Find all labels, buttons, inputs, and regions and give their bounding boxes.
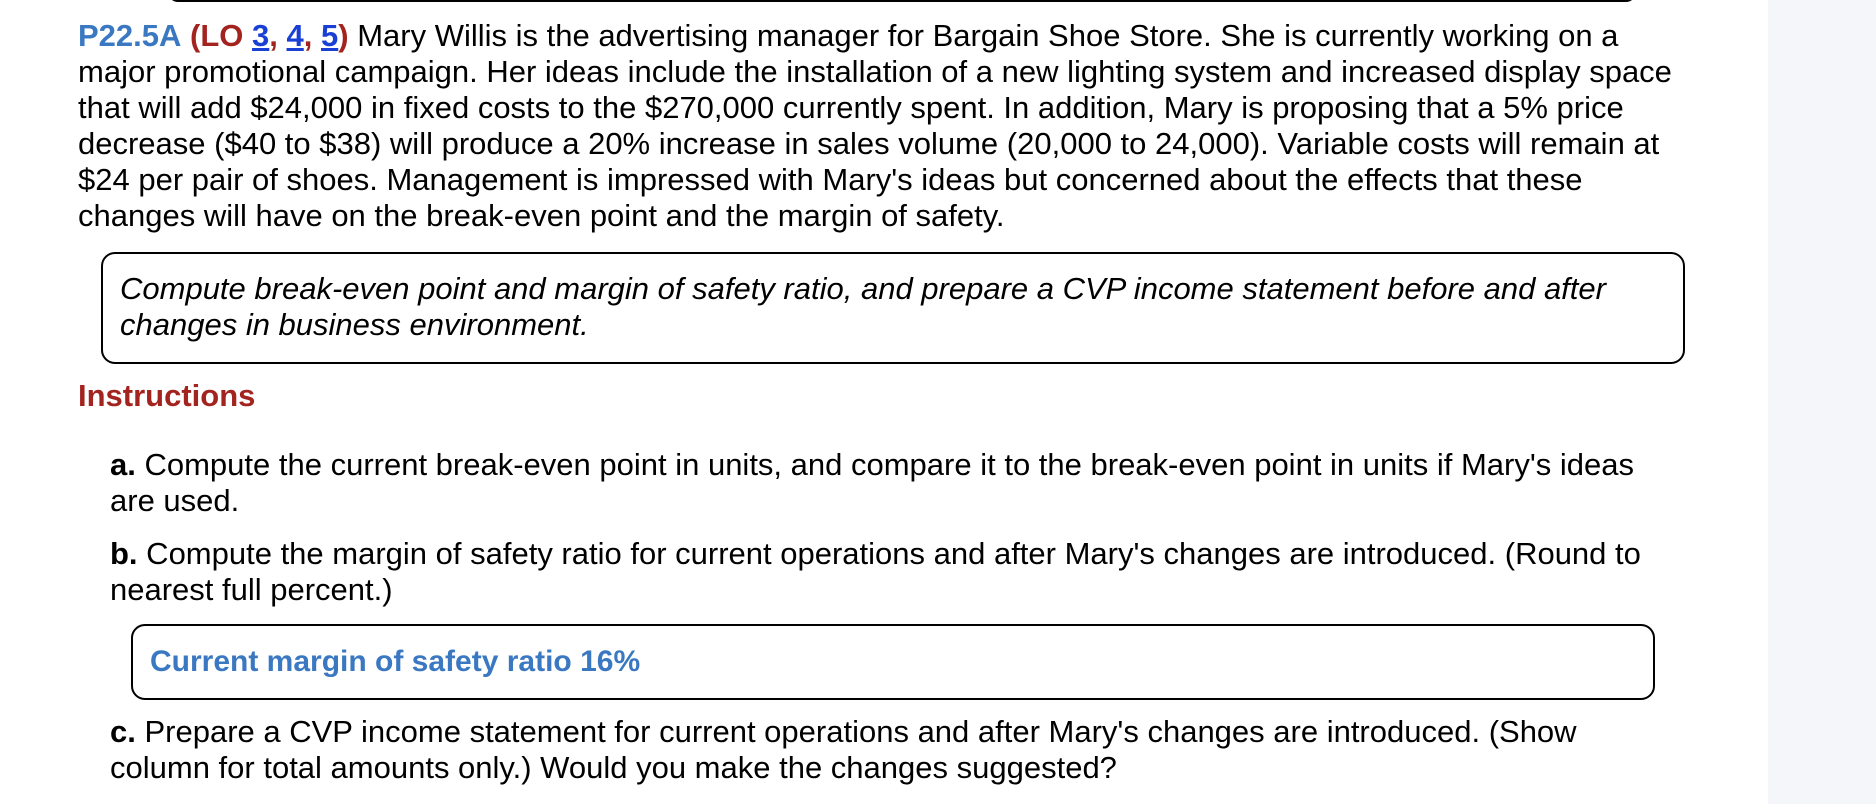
- instruction-c-text: Prepare a CVP income statement for current operations and after Mary's changes are introduced. (Show column for total amounts only.) Would you make the changes suggested?: [110, 714, 1577, 785]
- instruction-a-text: Compute the current break-even point in units, and compare it to the break-even point in units if Mary's ideas are used.: [110, 447, 1635, 518]
- instruction-b: [110, 536, 1680, 608]
- lo-link-4[interactable]: 4: [286, 18, 304, 53]
- instruction-c-label: c.: [110, 714, 136, 749]
- answer-box: [131, 624, 1655, 700]
- problem-statement: [78, 18, 1698, 234]
- instruction-b-text: Compute the margin of safety ratio for current operations and after Mary's changes are introduced. (Round to nearest full percent.): [110, 536, 1641, 607]
- answer-text: Current margin of safety ratio 16%: [150, 645, 641, 678]
- instruction-a: [110, 447, 1680, 519]
- instruction-b-label: b.: [110, 536, 138, 571]
- objective-box: [101, 252, 1685, 364]
- instruction-a-label: a.: [110, 447, 136, 482]
- instructions-heading: Instructions: [78, 378, 256, 413]
- problem-text: Mary Willis is the advertising manager for Bargain Shoe Store. She is currently working on a major promotional campaign. Her ideas include the installation of a new lighting system and increased display space that will add $24,000 in fixed costs to the $270,000 currently spent. In addition, Mary is proposing that a 5% price decrease ($40 to $38) will produce a 20% increase in sales volume (20,000 to 24,000). Variable costs will remain at $24 per pair of shoes. Management is impressed with Mary's ideas but concerned about the effects that these changes will have on the break-even point and the margin of safety.: [78, 18, 1672, 233]
- learning-objectives: (LO 3, 4, 5): [190, 18, 349, 53]
- previous-box-edge: [168, 0, 1636, 2]
- problem-id: P22.5A: [78, 18, 182, 53]
- lo-link-5[interactable]: 5: [321, 18, 339, 53]
- lo-link-3[interactable]: 3: [252, 18, 270, 53]
- objective-text: Compute break-even point and margin of safety ratio, and prepare a CVP income statement before and after changes in business environment.: [120, 271, 1606, 342]
- instruction-c: [110, 714, 1680, 786]
